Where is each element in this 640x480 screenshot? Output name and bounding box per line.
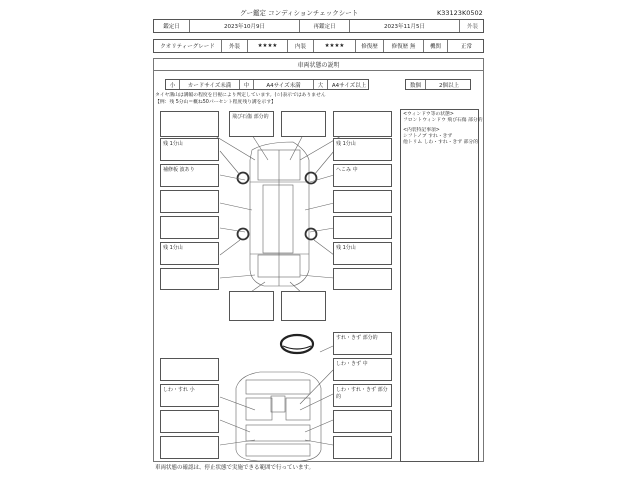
- legend-mid-desc: A4サイズ未満: [254, 80, 314, 89]
- repair-history-label: 修復歴: [356, 40, 384, 52]
- window-text: フロントウィンドウ 飛び石傷 部分的: [403, 118, 483, 123]
- section-title: 車両状態の説明: [153, 58, 484, 71]
- quality-grade-label: クオリティーグレード: [154, 40, 222, 52]
- label-box-front-right: [333, 111, 392, 137]
- legend-small: 小: [166, 80, 180, 89]
- window-title: <ウィンドウ等の状態>: [403, 112, 454, 117]
- label-interior-l1: しわ・すれ 小: [163, 387, 195, 393]
- label-box-bottom-mid-right: [281, 291, 326, 321]
- repair-history-value: 修復歴 無: [384, 40, 424, 52]
- legend-large: 大: [314, 80, 328, 89]
- label-box-front-left: [160, 111, 219, 137]
- reappraisal-date-value: 2023年11月5日: [350, 20, 460, 32]
- label-box-left-6: [160, 268, 219, 290]
- reappraisal-date-label: 再鑑定日: [300, 20, 350, 32]
- exterior-stars: ★★★★: [248, 40, 288, 52]
- interior-label: 内装: [288, 40, 314, 52]
- tire-example: 【例：残 5分山＝概ね50パーセント程度残り溝を示す】: [155, 100, 276, 105]
- sheet-title: グー鑑定 コンディションチェックシート: [240, 9, 359, 17]
- label-box-top-mid-left: [229, 111, 274, 137]
- interior-text-1: シフトノブ すれ・きず: [403, 134, 453, 139]
- appraisal-date-label: 鑑定日: [154, 20, 190, 32]
- label-box-interior-l1: [160, 384, 219, 407]
- label-box-right-6: [333, 268, 392, 290]
- label-interior-r1: しわ・きず 中: [336, 361, 368, 367]
- exterior-label: 外装: [222, 40, 248, 52]
- label-box-right-4: [333, 216, 392, 239]
- interior-title: <内装特記事項>: [403, 128, 440, 133]
- label-box-interior-l3: [160, 436, 219, 459]
- label-box-interior-r4: [333, 436, 392, 459]
- label-box-steering: [333, 332, 392, 355]
- label-interior-r2: しわ・すれ・きず 部分的: [336, 387, 388, 400]
- label-box-interior-l2: [160, 410, 219, 433]
- label-box-right-5: [333, 242, 392, 265]
- label-box-interior-r1: [333, 358, 392, 381]
- tire-note: タイヤ溝山は溝幅の程度を目視により判定しています。(☆)表示ではありません: [155, 93, 326, 98]
- legend-count-desc: 2個以上: [439, 82, 459, 89]
- label-tire-front-right: 残 1分山: [336, 141, 356, 147]
- label-tire-rear-left: 残 1分山: [163, 245, 183, 251]
- label-box-top-mid-right: [281, 111, 326, 137]
- legend-small-desc: カードサイズ未満: [180, 80, 240, 89]
- document-id: K33123K0502: [437, 9, 483, 17]
- label-tire-front-left: 残 1分山: [163, 141, 183, 147]
- engine-label: 機関: [424, 40, 448, 52]
- label-box-right-2: [333, 164, 392, 187]
- exterior-tag: 外装: [466, 24, 478, 30]
- label-box-interior-r2: [333, 384, 392, 407]
- label-box-right-1: [333, 138, 392, 161]
- label-box-left-2: [160, 164, 219, 187]
- label-steering: すれ・きず 部分的: [336, 335, 378, 341]
- label-stone-chip: 飛び石傷 部分的: [232, 114, 269, 120]
- label-box-left-1: [160, 138, 219, 161]
- label-dent: へこみ 中: [336, 167, 358, 173]
- legend-large-desc: A4サイズ以上: [331, 82, 367, 89]
- footer-note: 車両状態の確認は、停止状態で実施できる範囲で行っています。: [155, 465, 315, 471]
- interior-text-2: 他トリム しわ・すれ・きず 部分的: [403, 140, 479, 145]
- label-box-left-5: [160, 242, 219, 265]
- engine-value: 正常: [460, 44, 472, 50]
- appraisal-date-value: 2023年10月9日: [190, 20, 300, 32]
- label-box-interior-l0: [160, 358, 219, 381]
- legend-count: 数個: [406, 80, 426, 89]
- label-box-left-3: [160, 190, 219, 213]
- interior-stars: ★★★★: [314, 40, 356, 52]
- label-box-bottom-mid-left: [229, 291, 274, 321]
- label-tire-rear-right: 残 1分山: [336, 245, 356, 251]
- legend-mid: 中: [240, 80, 254, 89]
- label-box-right-3: [333, 190, 392, 213]
- label-repair-panel: 補修板 波あり: [163, 167, 195, 173]
- label-box-interior-r3: [333, 410, 392, 433]
- label-box-left-4: [160, 216, 219, 239]
